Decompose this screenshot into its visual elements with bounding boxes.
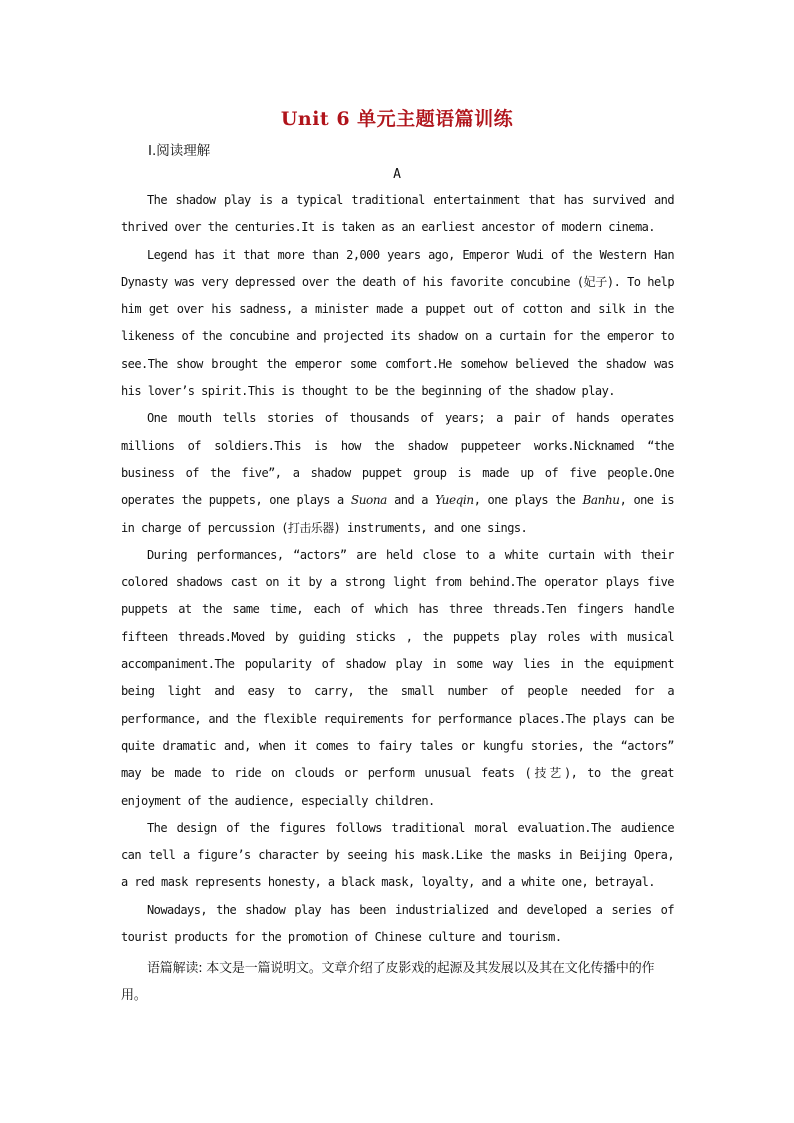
paragraph-5: The design of the figures follows traditional moral evaluation.The audience can tell a figure’s character by seeing his mask.Like the masks in Beijing Opera, a red mask represents honesty, a black mask, loyalty, and a white one, betrayal.: [121, 820, 674, 890]
paragraph-3-text-4: , one is in charge of percussion (打击乐器) instruments, and one sings.: [121, 493, 674, 535]
section-heading: Ⅰ.阅读理解: [148, 143, 211, 159]
instrument-suona: Suona: [350, 493, 387, 508]
paragraph-3: [121, 405, 674, 541]
paragraph-3-text-3: , one plays the: [473, 493, 583, 508]
page-title: Unit 6 单元主题语篇训练: [280, 108, 514, 130]
paragraph-2: Legend has it that more than 2,000 years ago, Emperor Wudi of the Western Han Dynasty was very depressed over the death of his favorite concubine (妃子). To help him get over his sadness, a minister made a puppet out of cotton and silk in the likeness of the concubine and projected its shadow on a curtain for the emperor to see.The show brought the emperor some comfort.He somehow believed the shadow was his lover’s spirit.This is thought to be the beginning of the shadow play.: [121, 247, 674, 399]
passage-body: [121, 187, 674, 951]
paragraph-4: During performances, “actors” are held close to a white curtain with their colored shadows cast on it by a strong light from behind.The operator plays five puppets at the same time, each of which has three threads.Ten fingers handle fifteen threads.Moved by guiding sticks , the puppets play roles with musical accompaniment.The popularity of shadow play in some way lies in the equipment being light and easy to carry, the small number of people needed for a performance, and the flexible requirements for performance places.The plays can be quite dramatic and, when it comes to fairy tales or kungfu stories, the “actors” may be made to ride on clouds or perform unusual feats (技艺), to the great enjoyment of the audience, especially children.: [121, 547, 674, 808]
paragraph-6: Nowadays, the shadow play has been industrialized and developed a series of tourist products for the promotion of Chinese culture and tourism.: [121, 902, 674, 945]
instrument-banhu: Banhu: [582, 493, 620, 508]
paragraph-3-text-2: and a: [386, 493, 436, 508]
passage-interpretation-note: 语篇解读: 本文是一篇说明文。文章介绍了皮影戏的起源及其发展以及其在文化传播中的作用。: [121, 961, 655, 1003]
paragraph-1: The shadow play is a typical traditional entertainment that has survived and thrived over the centuries.It is taken as an earliest ancestor of modern cinema.: [121, 193, 674, 235]
passage-label: A: [393, 167, 401, 182]
instrument-yueqin: Yueqin: [435, 493, 474, 508]
paragraph-3-text-1: One mouth tells stories of thousands of years; a pair of hands operates millions of soldiers.This is how the shadow puppeteer works.Nicknamed “the business of the five”, a shadow puppet group is made up of five people.One operates the puppets, one plays a: [121, 411, 674, 508]
